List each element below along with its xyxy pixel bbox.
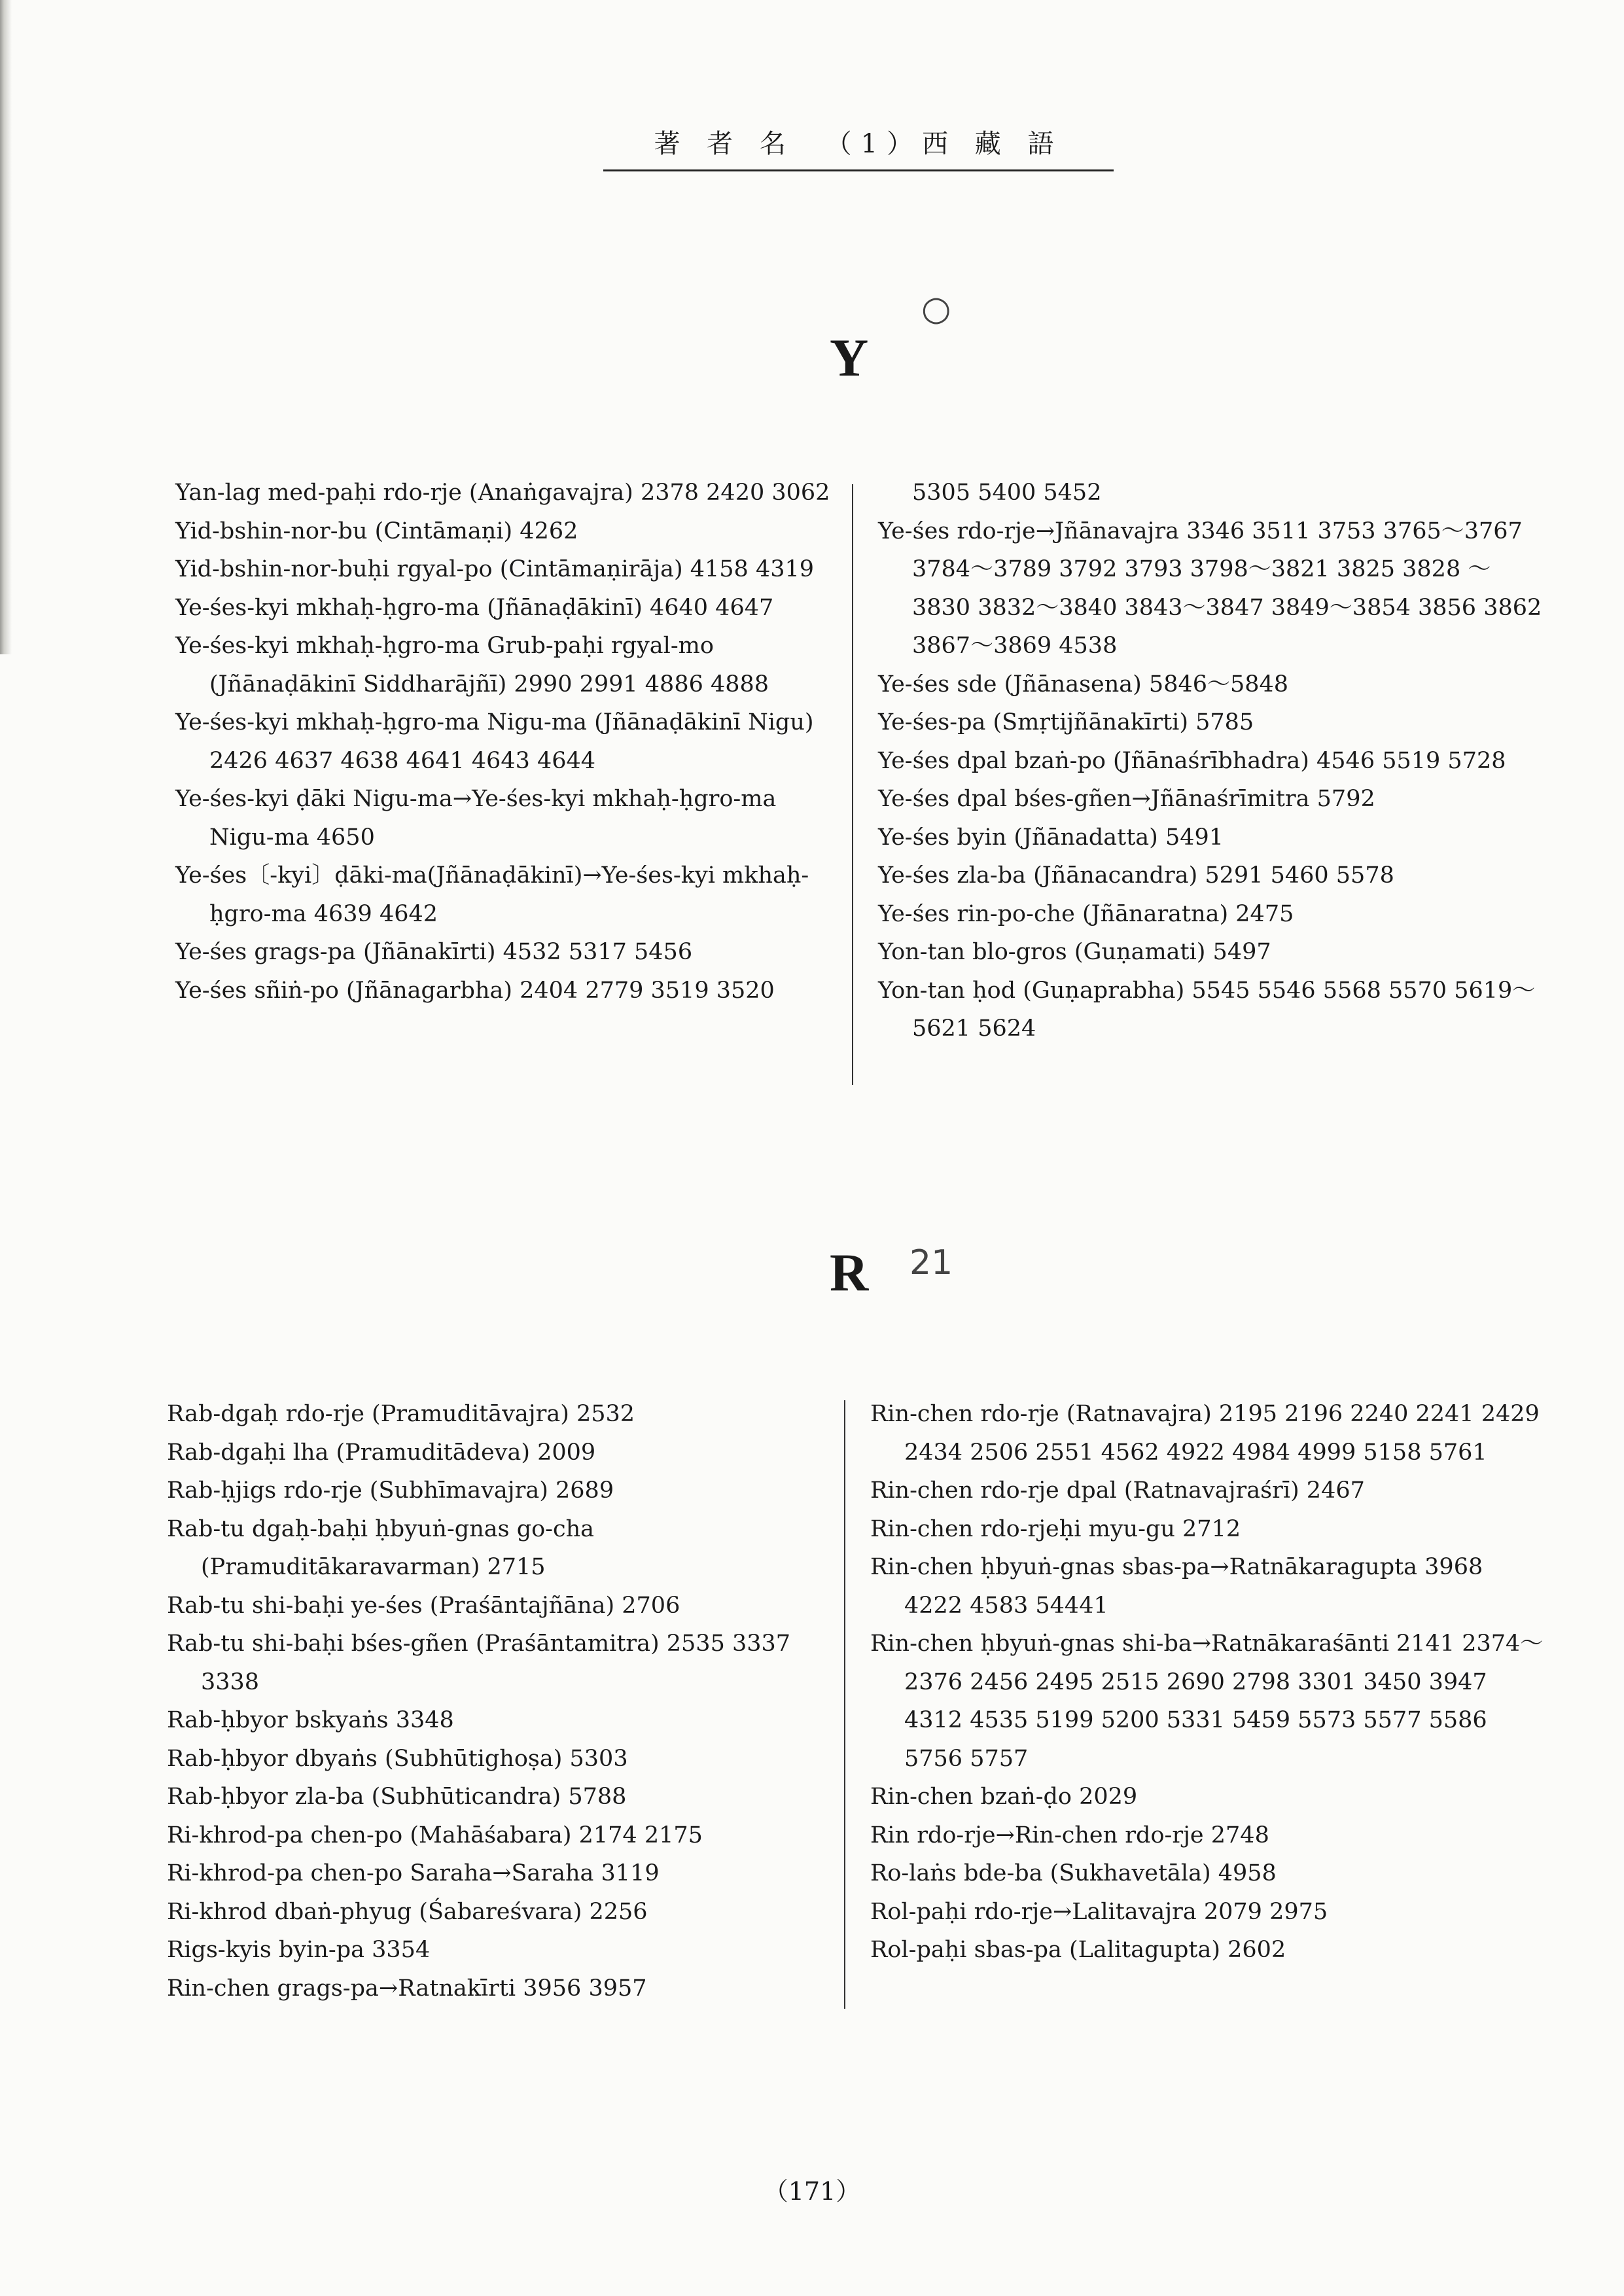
index-entry: Rab-tu shi-baḥi bśes-gñen (Praśāntamitra) 2535 3337 3338 bbox=[167, 1631, 791, 1695]
index-entry: Rab-tu shi-baḥi ye-śes (Praśāntajñāna) 2706 bbox=[167, 1592, 680, 1619]
index-entry: Ri-khrod dbaṅ-phyug (Śabareśvara) 2256 bbox=[167, 1898, 648, 1925]
index-column-r-right bbox=[870, 1395, 1544, 1969]
index-entry: Rab-ḥbyor bskyaṅs 3348 bbox=[167, 1707, 454, 1733]
handwritten-mark-y: ○ bbox=[921, 289, 951, 328]
index-entry: Rin-chen rdo-rje dpal (Ratnavajraśrī) 2467 bbox=[870, 1477, 1365, 1504]
index-entry: Rin-chen rdo-rje (Ratnavajra) 2195 2196 2240 2241 2429 2434 2506 2551 4562 4922 4984 4999 5158 5761 bbox=[870, 1401, 1540, 1466]
column-divider bbox=[852, 484, 853, 1085]
index-entry: Ye-śes-pa (Smṛtijñānakīrti) 5785 bbox=[878, 709, 1254, 735]
page-number: （171） bbox=[763, 2177, 861, 2206]
index-entry: 5305 5400 5452 bbox=[912, 480, 1102, 506]
index-entry: Yon-tan ḥod (Guṇaprabha) 5545 5546 5568 5570 5619～5621 5624 bbox=[878, 977, 1536, 1042]
index-entry: Ri-khrod-pa chen-po Saraha→Saraha 3119 bbox=[167, 1860, 660, 1886]
index-entry: Yid-bshin-nor-buḥi rgyal-po (Cintāmaṇirāja) 4158 4319 bbox=[175, 556, 815, 582]
index-entry: Ro-laṅs bde-ba (Sukhavetāla) 4958 bbox=[870, 1860, 1277, 1886]
index-entry: Ye-śes〔-kyi〕ḍāki-ma(Jñānaḍākinī)→Ye-śes-kyi mkhaḥ-ḥgro-ma 4639 4642 bbox=[175, 862, 809, 927]
index-entry: Ye-śes byin (Jñānadatta) 5491 bbox=[878, 824, 1224, 851]
index-entry: Ye-śes rin-po-che (Jñānaratna) 2475 bbox=[878, 900, 1294, 927]
index-entry: Ye-śes-kyi ḍāki Nigu-ma→Ye-śes-kyi mkhaḥ-ḥgro-ma Nigu-ma 4650 bbox=[175, 786, 777, 851]
index-entry: Ye-śes-kyi mkhaḥ-ḥgro-ma Nigu-ma (Jñānaḍākinī Nigu) 2426 4637 4638 4641 4643 4644 bbox=[175, 709, 814, 774]
index-entry: Rab-dgaḥi lha (Pramuditādeva) 2009 bbox=[167, 1439, 596, 1466]
index-entry: Rab-ḥbyor dbyaṅs (Subhūtighoṣa) 5303 bbox=[167, 1745, 628, 1772]
index-entry: Yid-bshin-nor-bu (Cintāmaṇi) 4262 bbox=[175, 518, 578, 544]
index-entry: Rin-chen ḥbyuṅ-gnas shi-ba→Ratnākaraśānti 2141 2374～2376 2456 2495 2515 2690 2798 3301 3450 3947 4312 4535 5199 5200 5331 5459 5573 5577 5586 5756 5757 bbox=[870, 1631, 1544, 1772]
index-entry: Ye-śes rdo-rje→Jñānavajra 3346 3511 3753 3765～3767 3784～3789 3792 3793 3798～3821 3825 3828 ～3830 3832～3840 3843～3847 3849～3854 3856 3862 3867～3869 4538 bbox=[878, 518, 1542, 659]
index-column-r-left bbox=[167, 1395, 834, 2007]
index-entry: Rab-dgaḥ rdo-rje (Pramuditāvajra) 2532 bbox=[167, 1401, 635, 1427]
index-entry: Rin-chen rdo-rjeḥi myu-gu 2712 bbox=[870, 1515, 1241, 1542]
index-entry: Ri-khrod-pa chen-po (Mahāśabara) 2174 2175 bbox=[167, 1822, 703, 1848]
header-title: 著 者 名 bbox=[654, 129, 795, 159]
index-entry: Rin-chen bzaṅ-ḍo 2029 bbox=[870, 1784, 1138, 1810]
index-column-y-right bbox=[878, 474, 1545, 1048]
index-entry: Rin rdo-rje→Rin-chen rdo-rje 2748 bbox=[870, 1822, 1269, 1848]
index-entry: Ye-śes dpal bzaṅ-po (Jñānaśrībhadra) 4546 5519 5728 bbox=[878, 747, 1506, 774]
index-entry: Ye-śes grags-pa (Jñānakīrti) 4532 5317 5456 bbox=[175, 939, 693, 965]
section-letter-r: R bbox=[830, 1243, 869, 1302]
index-column-y-left bbox=[175, 474, 843, 1010]
column-divider bbox=[844, 1400, 845, 2009]
handwritten-mark-r: 21 bbox=[909, 1243, 953, 1282]
index-entry: Rab-ḥjigs rdo-rje (Subhīmavajra) 2689 bbox=[167, 1477, 614, 1504]
index-entry: Ye-śes sñiṅ-po (Jñānagarbha) 2404 2779 3519 3520 bbox=[175, 977, 775, 1004]
page-header bbox=[603, 123, 1114, 171]
index-entry: Yon-tan blo-gros (Guṇamati) 5497 bbox=[878, 939, 1271, 965]
index-entry: Rin-chen ḥbyuṅ-gnas sbas-pa→Ratnākaragupta 3968 4222 4583 54441 bbox=[870, 1554, 1483, 1619]
index-entry: Rol-paḥi rdo-rje→Lalitavajra 2079 2975 bbox=[870, 1898, 1328, 1925]
index-entry: Yan-lag med-paḥi rdo-rje (Anaṅgavajra) 2378 2420 3062 bbox=[175, 480, 830, 506]
section-letter-y: Y bbox=[830, 328, 869, 387]
index-entry: Rigs-kyis byin-pa 3354 bbox=[167, 1937, 431, 1963]
index-entry: Rab-ḥbyor zla-ba (Subhūticandra) 5788 bbox=[167, 1784, 627, 1810]
index-entry: Ye-śes-kyi mkhaḥ-ḥgro-ma Grub-paḥi rgyal-mo (Jñānaḍākinī Siddharājñī) 2990 2991 4886 4888 bbox=[175, 633, 769, 698]
index-entry: Ye-śes dpal bśes-gñen→Jñānaśrīmitra 5792 bbox=[878, 786, 1375, 812]
header-section: （1）西 藏 語 bbox=[825, 129, 1063, 159]
scan-edge bbox=[0, 0, 12, 654]
index-entry: Rin-chen grags-pa→Ratnakīrti 3956 3957 bbox=[167, 1975, 647, 2002]
index-entry: Rab-tu dgaḥ-baḥi ḥbyuṅ-gnas go-cha (Pramuditākaravarman) 2715 bbox=[167, 1515, 595, 1580]
index-entry: Ye-śes-kyi mkhaḥ-ḥgro-ma (Jñānaḍākinī) 4640 4647 bbox=[175, 594, 774, 621]
index-entry: Rol-paḥi sbas-pa (Lalitagupta) 2602 bbox=[870, 1937, 1286, 1963]
index-entry: Ye-śes zla-ba (Jñānacandra) 5291 5460 5578 bbox=[878, 862, 1394, 889]
index-entry: Ye-śes sde (Jñānasena) 5846～5848 bbox=[878, 671, 1289, 698]
